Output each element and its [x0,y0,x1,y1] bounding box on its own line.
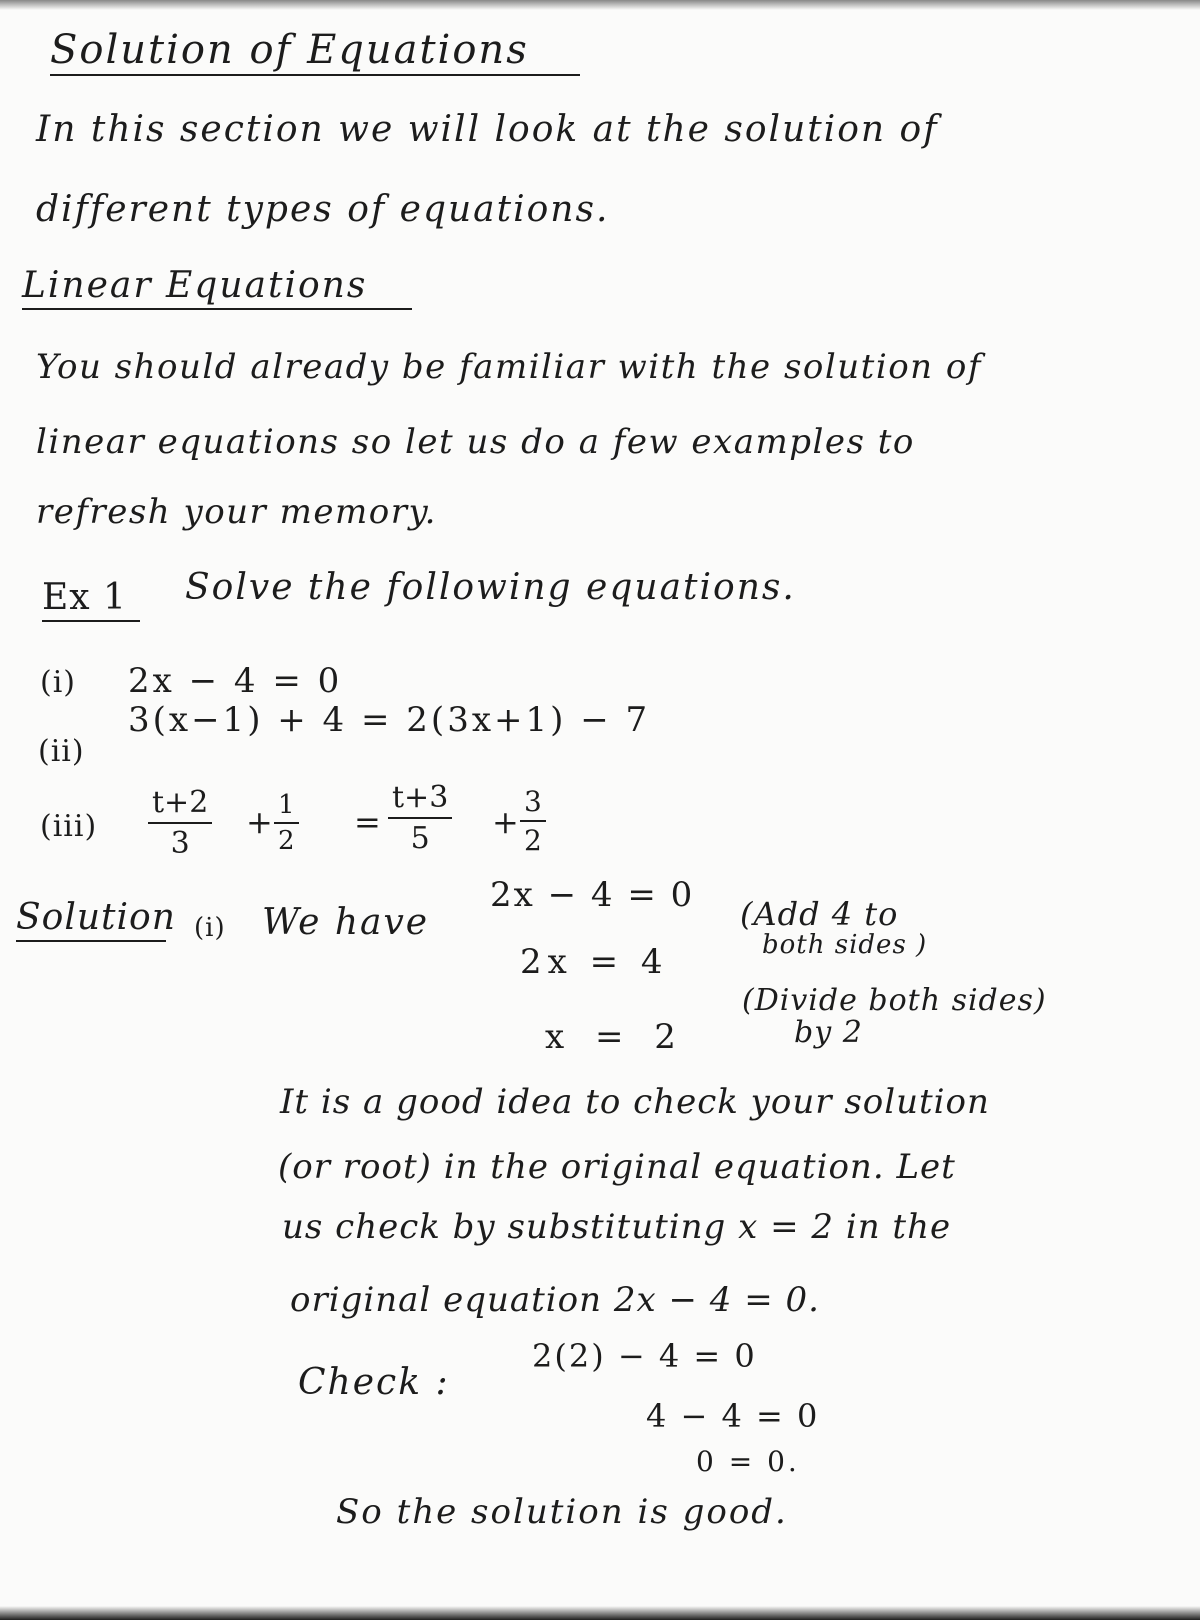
note-add-4-line-1: (Add 4 to [740,895,899,933]
problem-3-number: (iii) [40,809,98,844]
fraction-denominator: 2 [278,826,295,856]
fraction-denominator: 2 [524,824,542,857]
intro-line-1: In this section we will look at the solution of [36,109,939,150]
solution-step-2: 2x = 4 [520,942,669,982]
note-add-4 [740,895,928,960]
plus-sign: + [246,803,274,841]
note-add-4-line-2: both sides ) [762,929,928,960]
check-step-2: 4 − 4 = 0 [646,1397,820,1435]
check-label: Check : [298,1362,450,1403]
note-divide-2-line-2: by 2 [794,1014,863,1050]
intro-line-2: different types of equations. [36,189,610,230]
check-text-line-2: (or root) in the original equation. Let [278,1147,956,1187]
check-step-1: 2(2) − 4 = 0 [532,1337,757,1375]
solution-we-have: We have [262,902,430,943]
conclusion: So the solution is good. [336,1492,788,1532]
solution-step-1: 2x − 4 = 0 [490,875,695,915]
section-line-1: You should already be familiar with the solution of [36,347,982,387]
section-line-3: refresh your memory. [36,492,437,532]
fraction-numerator: 1 [274,790,299,824]
problem-2-equation: 3(x−1) + 4 = 2(3x+1) − 7 [128,700,651,740]
check-text-line-3: us check by substituting x = 2 in the [282,1207,952,1247]
note-divide-2 [742,985,1047,1048]
example-prompt: Solve the following equations. [185,567,796,608]
fraction-t-plus-2-over-3 [148,785,212,861]
problem-1-number: (i) [40,665,77,700]
fraction-numerator: t+2 [148,785,212,824]
plus-sign: + [492,803,520,841]
fraction-3-over-2 [520,785,546,857]
section-heading: Linear Equations [22,268,412,310]
fraction-numerator: 3 [520,785,546,822]
solution-step-3: x = 2 [545,1017,686,1057]
solution-label: Solution [16,900,166,942]
fraction-denominator: 5 [410,821,430,856]
page-title: Solution of Equations [50,30,580,76]
scan-edge-top [0,0,1200,10]
check-step-3: 0 = 0. [696,1445,800,1478]
section-line-2: linear equations so let us do a few examples to [36,422,915,462]
note-divide-2-line-1: (Divide both sides) [742,983,1047,1018]
problem-1-equation: 2x − 4 = 0 [128,661,343,701]
problem-2-number: (ii) [38,734,85,769]
equals-sign: = [354,803,382,841]
fraction-denominator: 3 [170,826,190,861]
fraction-t-plus-3-over-5 [388,780,452,856]
check-text-line-1: It is a good idea to check your solution [280,1082,990,1122]
example-label: Ex 1 [42,580,140,622]
check-text-line-4: original equation 2x − 4 = 0. [290,1280,820,1320]
scan-edge-bottom [0,1606,1200,1620]
solution-part-number: (i) [194,913,226,943]
fraction-numerator: t+3 [388,780,452,819]
fraction-1-over-2 [274,790,299,856]
